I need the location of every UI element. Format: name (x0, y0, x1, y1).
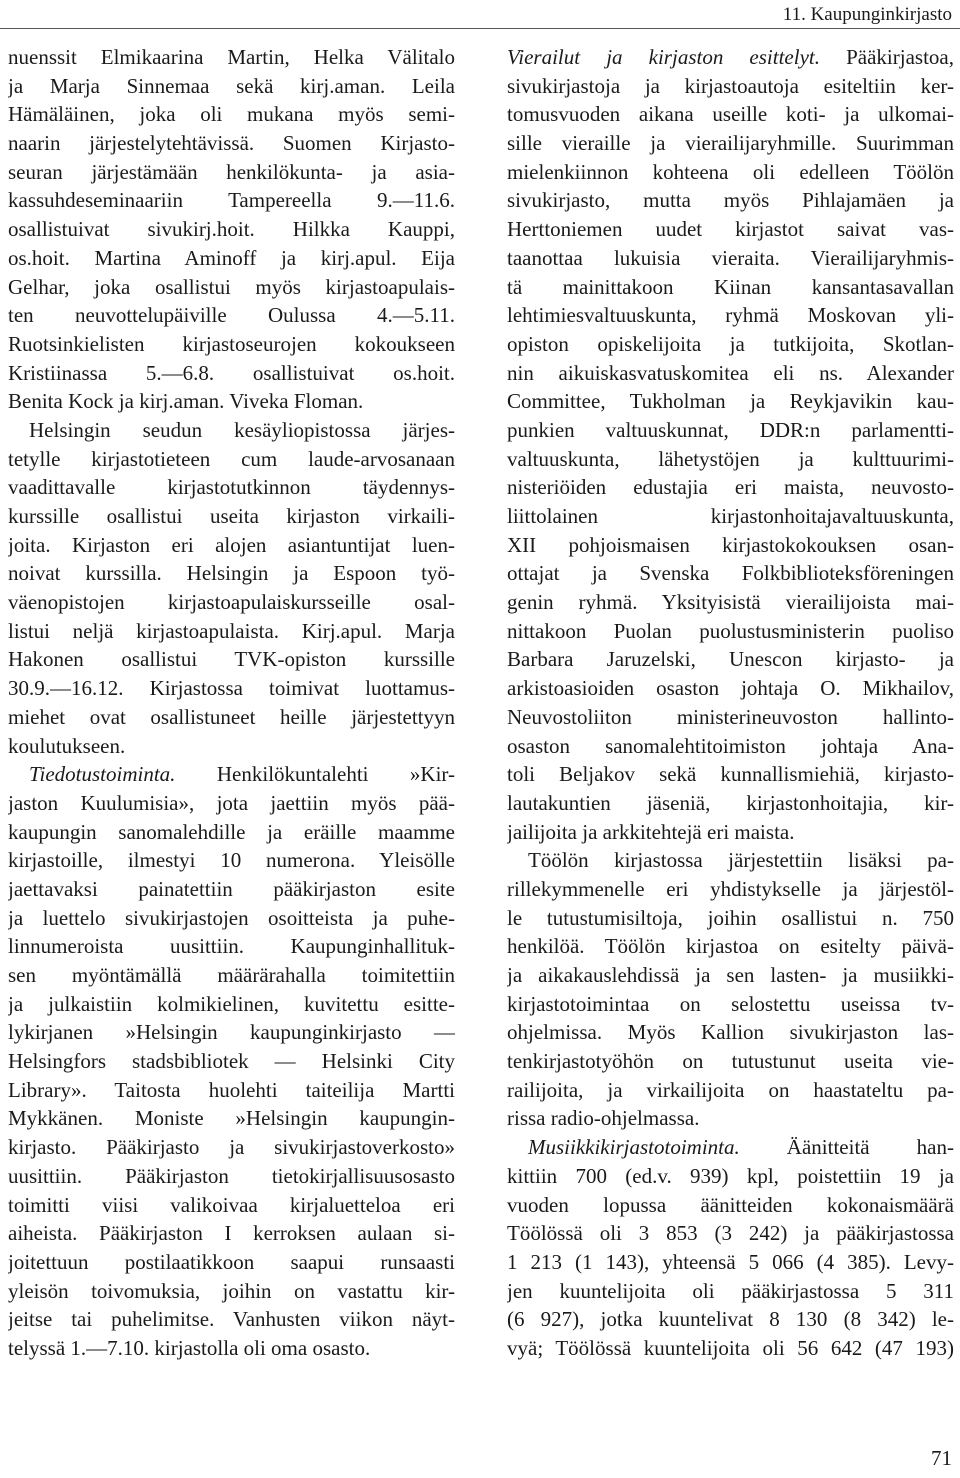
text-line: Hämäläinen, joka oli mukana myös semi- (8, 102, 455, 127)
text-line: Committee, Tukholman ja Reykjavikin kau- (507, 389, 954, 414)
text-line: tomusvuoden aikana useille koti- ja ulkomai- (507, 102, 954, 127)
text-line: henkilöä. Töölön kirjastoa on esitelty päivä- (507, 934, 954, 959)
text-line: kirjastoille, ilmestyi 10 numerona. Yleisölle (8, 848, 455, 873)
text-line: koulutukseen. (8, 733, 126, 758)
section-first-line-text: Äänitteitä han- (739, 1135, 954, 1160)
text-line: Töölössä oli 3 853 (3 242) ja pääkirjastossa (507, 1221, 954, 1246)
text-line: vyä; Töölössä kuuntelijoita oli 56 642 (47 193) (507, 1335, 954, 1360)
text-line: toli Beljakov sekä kunnallismiehiä, kirjasto- (507, 762, 954, 787)
text-line: ja luettelo sivukirjastojen osoitteista ja puhe- (8, 905, 455, 930)
text-line: arkistoasioiden osaston johtaja O. Mikhailov, (507, 676, 954, 701)
text-line: linnumeroista uusittiin. Kaupunginhallituk- (8, 934, 455, 959)
left-column (8, 43, 455, 1363)
text-line: miehet ovat osallistuneet heille järjestettyyn (8, 704, 455, 729)
section-heading: Tiedotustoiminta. (29, 762, 176, 787)
text-line: Library». Taitosta huolehti taiteilija Martti (8, 1077, 455, 1102)
text-line: väenopistojen kirjastoapulaiskursseille osal- (8, 590, 455, 615)
text-line: opiston opiskelijoita ja tutkijoita, Skotlan- (507, 331, 954, 356)
text-line: ja julkaistiin kolmikielinen, kuvitettu esitte- (8, 991, 455, 1016)
text-line: yleisön toivomuksia, joihin on vastattu kir- (8, 1278, 455, 1303)
text-line: nittakoon Puolan puolustusministerin puoliso (507, 618, 954, 643)
page-number: 71 (931, 1446, 952, 1470)
text-line: seuran järjestämään henkilökunta- ja asia- (8, 159, 455, 184)
text-line: Helsingin seudun kesäyliopistossa järjes- (29, 417, 455, 442)
text-line: railijoita, ja virkailijoita on haastateltu pa- (507, 1077, 954, 1102)
text-line: genin ryhmä. Yksityisistä vierailijoista mai- (507, 590, 954, 615)
text-line: sivukirjastoja ja kirjastoautoja esiteltiin ker- (507, 73, 954, 98)
text-line: taanottaa lukuisia vieraita. Vierailijaryhmis- (507, 245, 954, 270)
text-line: ten neuvottelupäiville Oulussa 4.—5.11. (8, 303, 455, 328)
section-first-line-text: Henkilökuntalehti »Kir- (175, 762, 455, 787)
text-line: tä mainittakoon Kiinan kansantasavallan (507, 274, 954, 299)
text-line: kaupungin sanomalehdille ja eräille maamme (8, 819, 455, 844)
text-line: Kristiinassa 5.—6.8. osallistuivat os.hoit. (8, 360, 455, 385)
text-line: sen myöntämällä määrärahalla toimitettiin (8, 963, 455, 987)
text-line: Benita Kock ja kirj.aman. Viveka Floman. (8, 389, 364, 414)
text-line: joitettuun postilaatikkoon saapui runsaasti (8, 1249, 455, 1274)
text-line: joita. Kirjaston eri alojen asiantuntijat luen- (8, 532, 455, 557)
text-line: jailijoita ja arkkitehtejä eri maista. (507, 819, 795, 844)
text-line: sivukirjasto, mutta myös Pihlajamäen ja (507, 188, 954, 213)
text-line: uusittiin. Pääkirjaston tietokirjallisuusosasto (8, 1163, 455, 1188)
text-line: ohjelmissa. Myös Kallion sivukirjaston las- (507, 1020, 954, 1045)
text-line: os.hoit. Martina Aminoff ja kirj.apul. Eija (8, 245, 455, 270)
section-first-line (8, 760, 455, 789)
text-line: toimitti viisi valikoivaa kirjaluetteloa eri (8, 1192, 455, 1217)
text-line: tetylle kirjastotieteen cum laude-arvosanaan (8, 446, 455, 471)
text-line: kassuhdeseminaariin Tampereella 9.—11.6. (8, 188, 455, 213)
text-line: le tutustumisiltoja, joihin osallistui n. 750 (507, 905, 954, 930)
text-line: 30.9.—16.12. Kirjastossa toimivat luottamus- (8, 676, 455, 701)
text-line: Mykkänen. Moniste »Helsingin kaupungin- (8, 1106, 455, 1131)
text-line: rissa radio-ohjelmassa. (507, 1106, 700, 1131)
text-line: Herttoniemen uudet kirjastot saivat vas- (507, 217, 954, 242)
text-line: lautakuntien jäseniä, kirjastonhoitajia, kir- (507, 790, 954, 815)
text-line: kittiin 700 (ed.v. 939) kpl, poistettiin 19 ja (507, 1163, 954, 1188)
text-line: osaston sanomalehtitoimiston johtaja Ana- (507, 733, 954, 758)
text-line: listui neljä kirjastoapulaista. Kirj.apul. Marja (8, 618, 455, 643)
text-line: kirjasto. Pääkirjasto ja sivukirjastoverkosto» (8, 1135, 455, 1160)
text-line: osallistuivat sivukirj.hoit. Hilkka Kauppi, (8, 217, 455, 242)
text-line: mielenkiinnon kohteena oli edelleen Töölön (507, 159, 954, 184)
text-line: nuenssit Elmikaarina Martin, Helka Välitalo (8, 45, 455, 69)
text-line: kurssille osallistui useita kirjaston virkaili- (8, 504, 455, 528)
text-line: nin aikuiskasvatuskomitea eli ns. Alexander (507, 360, 954, 385)
section-first-line (507, 1133, 954, 1162)
text-line: nisteriöiden edustajia eri maista, neuvosto- (507, 475, 954, 500)
text-line: aiheista. Pääkirjaston I kerroksen aulaan si- (8, 1221, 455, 1246)
right-column (507, 43, 954, 1363)
text-line: (6 927), jotka kuuntelivat 8 130 (8 342) le- (507, 1307, 954, 1332)
text-line: noivat kurssilla. Helsingin ja Espoon työ- (8, 561, 455, 586)
text-line: Barbara Jaruzelski, Unescon kirjasto- ja (507, 647, 954, 672)
text-line: jen kuuntelijoita oli pääkirjastossa 5 311 (507, 1278, 954, 1303)
text-line: Helsingfors stadsbibliotek — Helsinki City (8, 1049, 455, 1074)
text-line: Gelhar, joka osallistui myös kirjastoapulais- (8, 274, 455, 299)
text-line: XII pohjoismaisen kirjastokokouksen osan- (507, 532, 954, 557)
text-line: ottajat ja Svenska Folkbiblioteksföreningen (507, 561, 954, 586)
text-line: liittolainen kirjastonhoitajavaltuuskunta, (507, 504, 954, 528)
text-line: tenkirjastotyöhön on tutustunut useita vie- (507, 1049, 954, 1074)
text-line: jaettavaksi painatettiin pääkirjaston esite (8, 876, 455, 901)
text-line: Ruotsinkielisten kirjastoseurojen kokoukseen (8, 331, 455, 356)
section-heading: Vierailut ja kirjaston esittelyt. (507, 45, 820, 69)
section-first-line (507, 43, 954, 72)
header-rule (0, 28, 960, 29)
text-line: vuoden lopussa äänitteiden kokonaismäärä (507, 1192, 954, 1217)
text-line: telyssä 1.—7.10. kirjastolla oli oma osasto. (8, 1335, 371, 1360)
text-line: lehtimiesvaltuuskunta, ryhmä Moskovan yli- (507, 303, 954, 328)
text-line: jaston Kuulumisia», jota jaettiin myös pää- (8, 790, 455, 815)
text-line: lykirjanen »Helsingin kaupunginkirjasto — (8, 1020, 455, 1045)
text-line: ja Marja Sinnemaa sekä kirj.aman. Leila (8, 73, 455, 98)
text-line: Töölön kirjastossa järjestettiin lisäksi pa- (528, 848, 954, 873)
text-line: punkien valtuuskunnat, DDR:n parlamentti- (507, 417, 954, 442)
text-line: Hakonen osallistui TVK-opiston kurssille (8, 647, 455, 672)
text-line: vaadittavalle kirjastotutkinnon täydennys- (8, 475, 455, 500)
text-line: rillekymmenelle eri yhdistykselle ja järjestöl- (507, 876, 954, 901)
text-line: Neuvostoliiton ministerineuvoston hallinto- (507, 704, 954, 729)
text-line: jeitse tai puhelimitse. Vanhusten viikon näyt- (8, 1307, 455, 1332)
section-heading: Musiikkikirjastotoiminta. (528, 1135, 740, 1160)
text-line: sille vieraille ja vierailijaryhmille. Suurimman (507, 131, 954, 156)
running-head: 11. Kaupunginkirjasto (782, 4, 952, 25)
section-first-line-text: Pääkirjastoa, (820, 45, 954, 69)
text-line: 1 213 (1 143), yhteensä 5 066 (4 385). Levy- (507, 1249, 954, 1274)
text-line: valtuuskunta, lähetystöjen ja kulttuurimi- (507, 446, 954, 471)
text-line: ja aikakauslehdissä ja sen lasten- ja musiikki- (507, 963, 954, 987)
text-line: naarin järjestelytehtävissä. Suomen Kirjasto- (8, 131, 455, 156)
text-line: kirjastotoimintaa on selostettu useissa tv- (507, 991, 954, 1016)
